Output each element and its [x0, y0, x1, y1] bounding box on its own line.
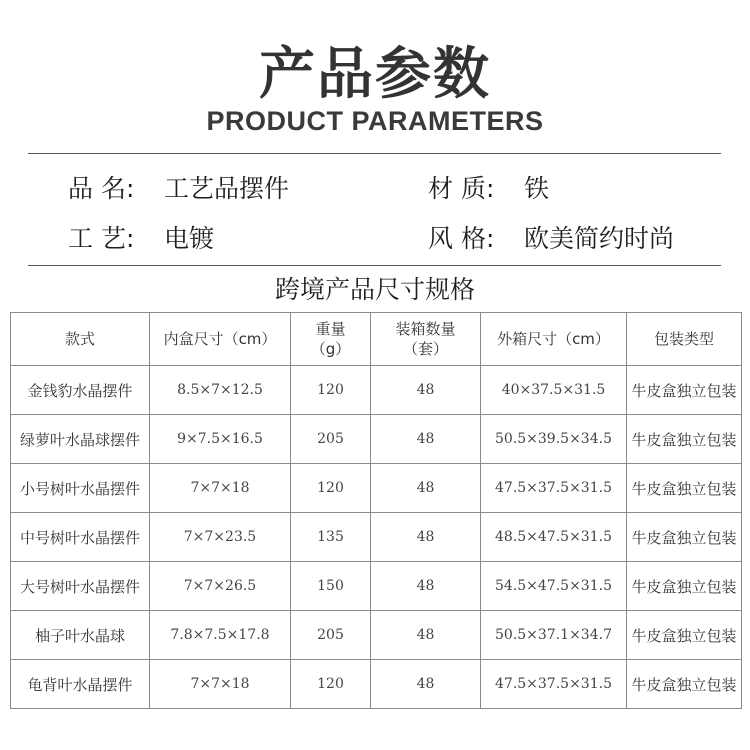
divider-bottom: [28, 265, 721, 266]
table-cell: 50.5×39.5×34.5: [481, 415, 627, 464]
table-cell: 48: [371, 513, 481, 562]
column-header: 内盒尺寸（cm）: [150, 313, 291, 366]
param-style-value: 欧美简约时尚: [524, 224, 675, 253]
table-cell: 48: [371, 415, 481, 464]
column-header: 款式: [11, 313, 150, 366]
column-header: 装箱数量 （套）: [371, 313, 481, 366]
table-cell: 47.5×37.5×31.5: [481, 660, 627, 709]
spec-table-body: [11, 366, 742, 709]
table-cell: 48.5×47.5×31.5: [481, 513, 627, 562]
param-material: [428, 169, 549, 205]
table-cell: 120: [291, 464, 371, 513]
table-cell: 48: [371, 562, 481, 611]
spec-table: [10, 312, 742, 709]
table-cell: 48: [371, 660, 481, 709]
table-cell: 大号树叶水晶摆件: [11, 562, 150, 611]
table-cell: 柚子叶水晶球: [11, 611, 150, 660]
divider-top: [28, 153, 721, 154]
table-cell: 50.5×37.1×34.7: [481, 611, 627, 660]
table-cell: 金钱豹水晶摆件: [11, 366, 150, 415]
table-cell: 龟背叶水晶摆件: [11, 660, 150, 709]
table-cell: 7×7×23.5: [150, 513, 291, 562]
param-name-label: 品 名:: [68, 174, 135, 203]
table-cell: 牛皮盒独立包装: [627, 660, 742, 709]
column-header: 外箱尺寸（cm）: [481, 313, 627, 366]
table-cell: 205: [291, 611, 371, 660]
table-cell: 9×7.5×16.5: [150, 415, 291, 464]
table-cell: 小号树叶水晶摆件: [11, 464, 150, 513]
table-cell: 40×37.5×31.5: [481, 366, 627, 415]
table-cell: 120: [291, 660, 371, 709]
header-row: [11, 313, 742, 366]
param-material-value: 铁: [524, 174, 550, 203]
table-cell: 7.8×7.5×17.8: [150, 611, 291, 660]
table-cell: 牛皮盒独立包装: [627, 562, 742, 611]
param-style: [428, 219, 674, 255]
table-row: [11, 562, 742, 611]
table-cell: 7×7×18: [150, 660, 291, 709]
spec-table-title: 跨境产品尺寸规格: [274, 275, 475, 304]
param-name-value: 工艺品摆件: [164, 174, 290, 203]
param-material-label: 材 质:: [428, 174, 495, 203]
table-cell: 牛皮盒独立包装: [627, 611, 742, 660]
table-cell: 牛皮盒独立包装: [627, 366, 742, 415]
table-cell: 135: [291, 513, 371, 562]
table-cell: 牛皮盒独立包装: [627, 513, 742, 562]
param-style-label: 风 格:: [428, 224, 495, 253]
column-header: 包装类型: [627, 313, 742, 366]
table-cell: 7×7×26.5: [150, 562, 291, 611]
table-cell: 中号树叶水晶摆件: [11, 513, 150, 562]
table-cell: 7×7×18: [150, 464, 291, 513]
param-name: [68, 169, 289, 205]
page-title: 产品参数: [259, 42, 491, 107]
table-row: [11, 415, 742, 464]
spec-table-header: [11, 313, 742, 366]
table-row: [11, 464, 742, 513]
page-subtitle: PRODUCT PARAMETERS: [206, 106, 544, 136]
table-cell: 绿萝叶水晶球摆件: [11, 415, 150, 464]
param-craft-label: 工 艺:: [68, 224, 135, 253]
table-cell: 牛皮盒独立包装: [627, 415, 742, 464]
table-cell: 48: [371, 366, 481, 415]
table-cell: 8.5×7×12.5: [150, 366, 291, 415]
param-craft: [68, 219, 214, 255]
table-cell: 54.5×47.5×31.5: [481, 562, 627, 611]
table-cell: 150: [291, 562, 371, 611]
table-row: [11, 366, 742, 415]
table-row: [11, 513, 742, 562]
table-cell: 205: [291, 415, 371, 464]
table-cell: 牛皮盒独立包装: [627, 464, 742, 513]
table-cell: 48: [371, 464, 481, 513]
table-row: [11, 611, 742, 660]
param-craft-value: 电镀: [164, 224, 215, 253]
table-row: [11, 660, 742, 709]
table-cell: 47.5×37.5×31.5: [481, 464, 627, 513]
column-header: 重量 （g）: [291, 313, 371, 366]
table-cell: 48: [371, 611, 481, 660]
table-cell: 120: [291, 366, 371, 415]
